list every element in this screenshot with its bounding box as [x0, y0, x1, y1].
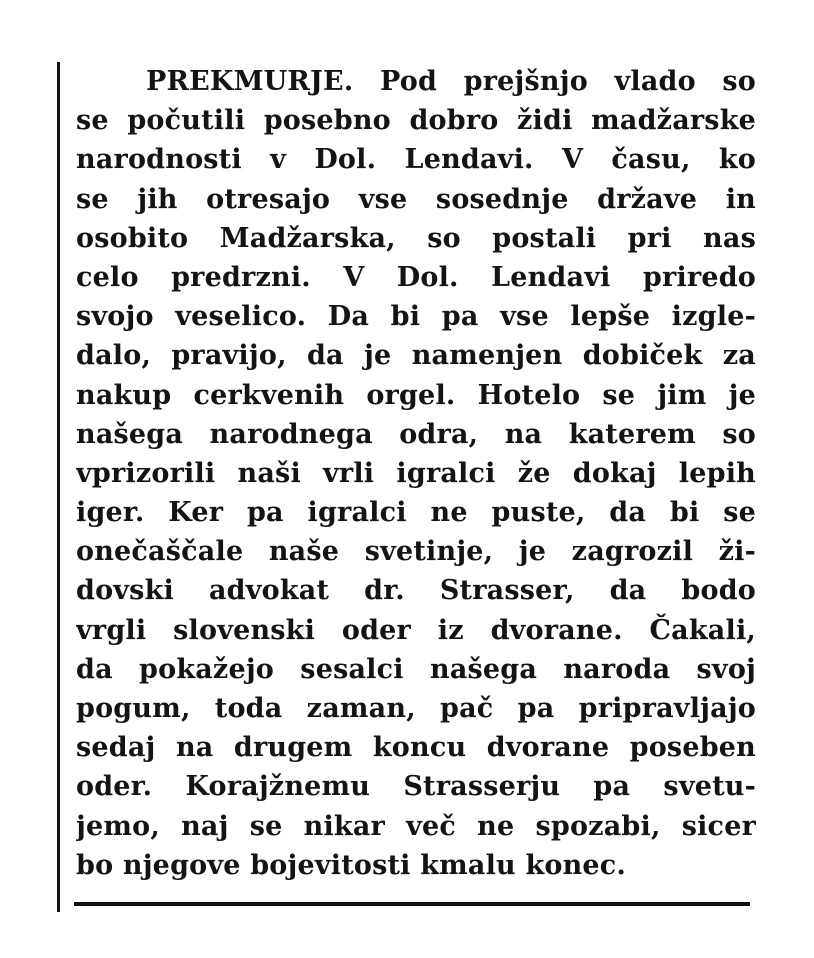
article-line: dalo, pravijo, da je namenjen dobiček za: [76, 340, 756, 372]
article-line: vprizorili naši vrli igralci že dokaj lepih: [76, 457, 756, 489]
article-line: da pokažejo sesalci našega naroda svoj: [76, 653, 756, 685]
article-line: se počutili posebno dobro židi madžarske: [76, 105, 756, 137]
article-line: sedaj na drugem koncu dvorane poseben: [76, 732, 756, 764]
article-line: dovski advokat dr. Strasser, da bodo: [76, 575, 756, 607]
article-line: oder. Korajžnemu Strasserju pa svetu-: [76, 771, 756, 803]
news-article: [76, 62, 756, 885]
article-line: se jih otresajo vse sosednje države in: [76, 183, 756, 215]
article-headline: PREKMURJE.: [146, 66, 354, 97]
article-line: celo predrzni. V Dol. Lendavi priredo: [76, 261, 756, 293]
article-line: onečaščale naše svetinje, je zagrozil ži-: [76, 536, 756, 568]
article-line: svojo veselico. Da bi pa vse lepše izgle-: [76, 301, 756, 333]
article-end-rule: [74, 902, 750, 906]
article-line: pogum, toda zaman, pač pa pripravljajo: [76, 693, 756, 724]
article-line: iger. Ker pa igralci ne puste, da bi se: [76, 497, 756, 529]
article-first-line-text: Pod prejšnjo vlado so: [380, 66, 756, 97]
article-line: jemo, naj se nikar več ne spozabi, sicer: [76, 810, 756, 842]
article-line: osobito Madžarska, so postali pri nas: [76, 222, 756, 254]
column-left-rule: [57, 62, 60, 912]
article-line: našega narodnega odra, na katerem so: [76, 418, 756, 450]
article-line: [76, 62, 756, 101]
article-line: narodnosti v Dol. Lendavi. V času, ko: [76, 144, 756, 176]
article-line: vrgli slovenski oder iz dvorane. Čakali,: [76, 614, 756, 646]
article-line-last: bo njegove bojevitosti kmalu konec.: [76, 849, 627, 881]
article-line: nakup cerkvenih orgel. Hotelo se jim je: [76, 379, 756, 411]
